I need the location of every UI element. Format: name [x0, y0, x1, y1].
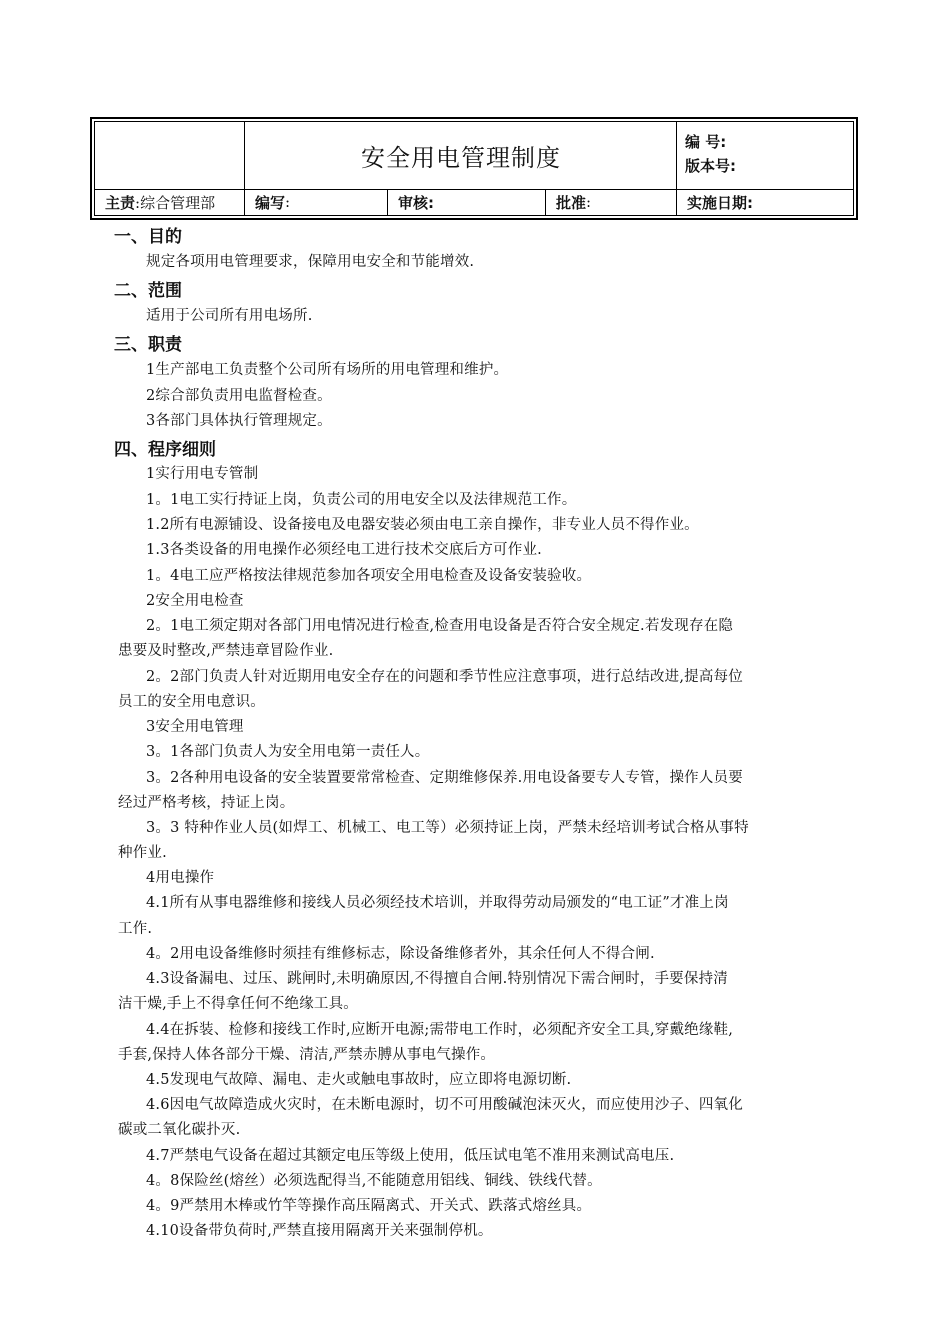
procedure-line: 经过严格考核，持证上岗。	[118, 795, 295, 811]
approver-value: :	[586, 193, 592, 211]
reviewer-label: 审核:	[398, 193, 434, 212]
writer-value: :	[285, 193, 291, 211]
section-title-purpose: 一、目的	[114, 227, 182, 247]
procedure-line: 种作业.	[118, 845, 167, 861]
scope-text: 适用于公司所有用电场所.	[146, 308, 313, 324]
writer-cell	[244, 189, 387, 215]
procedure-line: 碳或二氧化碳扑灭.	[118, 1122, 241, 1138]
procedure-line: 1。4电工应严格按法律规范参加各项安全用电检查及设备安装验收。	[146, 568, 592, 584]
procedure-line: 3安全用电管理	[146, 719, 244, 735]
duties-line-1: 1生产部电工负责整个公司所有场所的用电管理和维护。	[146, 362, 509, 378]
meta-block	[685, 130, 736, 178]
procedure-line: 4.10设备带负荷时,严禁直接用隔离开关来强制停机。	[146, 1223, 493, 1239]
version-label: 版本号:	[685, 157, 736, 175]
header-row-top	[95, 122, 853, 190]
owner-cell	[95, 189, 244, 215]
header-table	[90, 117, 858, 220]
procedure-line: 1.2所有电源铺设、设备接电及电器安装必须由电工亲自操作，非专业人员不得作业。	[146, 517, 699, 533]
writer-label: 编写	[255, 193, 286, 212]
approver-label: 批准	[556, 193, 587, 212]
procedure-line: 员工的安全用电意识。	[118, 694, 265, 710]
procedure-line: 患要及时整改,严禁违章冒险作业.	[118, 643, 334, 659]
procedure-line: 1.3各类设备的用电操作必须经电工进行技术交底后方可作业.	[146, 542, 542, 558]
section-title-duties: 三、职责	[114, 335, 182, 355]
procedure-line: 工作.	[118, 921, 153, 937]
owner-label: 主责	[105, 193, 136, 212]
date-cell	[676, 189, 853, 215]
purpose-text: 规定各项用电管理要求，保障用电安全和节能增效.	[146, 254, 475, 270]
procedure-line: 4用电操作	[146, 870, 215, 886]
procedure-line: 2安全用电检查	[146, 593, 244, 609]
section-title-scope: 二、范围	[114, 281, 182, 301]
document-title: 安全用电管理制度	[361, 144, 561, 172]
code-label: 编 号:	[685, 133, 727, 151]
procedure-line: 3。1各部门负责人为安全用电第一责任人。	[146, 744, 430, 760]
date-label: 实施日期:	[687, 193, 753, 212]
procedure-line: 4。8保险丝(熔丝）必须选配得当,不能随意用铝线、铜线、铁线代替。	[146, 1173, 602, 1189]
section-title-procedures: 四、程序细则	[114, 440, 216, 460]
procedure-line: 手套,保持人体各部分干燥、清洁,严禁赤膊从事电气操作。	[118, 1047, 496, 1063]
procedure-line: 4.1所有从事电器维修和接线人员必须经技术培训，并取得劳动局颁发的“电工证”才准上岗	[146, 895, 729, 911]
procedure-line: 4.7严禁电气设备在超过其额定电压等级上使用，低压试电笔不准用来测试高电压.	[146, 1148, 675, 1164]
procedure-line: 2。1电工须定期对各部门用电情况进行检查,检查用电设备是否符合安全规定.若发现存在隐	[146, 618, 734, 634]
procedure-line: 4.6因电气故障造成火灾时，在未断电源时，切不可用酸碱泡沫灭火，而应使用沙子、四氧化	[146, 1097, 743, 1113]
procedure-line: 4.4在拆装、检修和接线工作时,应断开电源;需带电工作时，必须配齐安全工具,穿戴绝缘鞋,	[146, 1022, 734, 1038]
procedure-line: 3。3 特种作业人员(如焊工、机械工、电工等）必须持证上岗，严禁未经培训考试合格从事特	[146, 820, 749, 836]
meta-cell-divider	[676, 122, 677, 189]
procedure-line: 4.3设备漏电、过压、跳闸时,未明确原因,不得擅自合闸.特别情况下需合闸时，手要保持清	[146, 971, 728, 987]
procedure-line: 4。9严禁用木棒或竹竿等操作高压隔离式、开关式、跌落式熔丝具。	[146, 1198, 592, 1214]
owner-value: :综合管理部	[135, 193, 216, 212]
procedure-line: 4.5发现电气故障、漏电、走火或触电事故时，应立即将电源切断.	[146, 1072, 572, 1088]
header-table-inner	[94, 121, 854, 216]
duties-line-3: 3各部门具体执行管理规定。	[146, 413, 332, 429]
procedure-line: 1实行用电专管制	[146, 466, 259, 482]
reviewer-cell	[387, 189, 545, 215]
header-row-bottom	[95, 189, 853, 215]
procedure-line: 2。2部门负责人针对近期用电安全存在的问题和季节性应注意事项，进行总结改进,提高每位	[146, 669, 743, 685]
procedure-line: 4。2用电设备维修时须挂有维修标志，除设备维修者外，其余任何人不得合闸.	[146, 946, 655, 962]
procedure-line: 洁干燥,手上不得拿任何不绝缘工具。	[118, 996, 359, 1012]
procedure-line: 3。2各种用电设备的安全装置要常常检查、定期维修保养.用电设备要专人专管，操作人员要	[146, 770, 743, 786]
procedure-line: 1。1电工实行持证上岗，负责公司的用电安全以及法律规范工作。	[146, 492, 577, 508]
approver-cell	[545, 189, 676, 215]
duties-line-2: 2综合部负责用电监督检查。	[146, 388, 332, 404]
